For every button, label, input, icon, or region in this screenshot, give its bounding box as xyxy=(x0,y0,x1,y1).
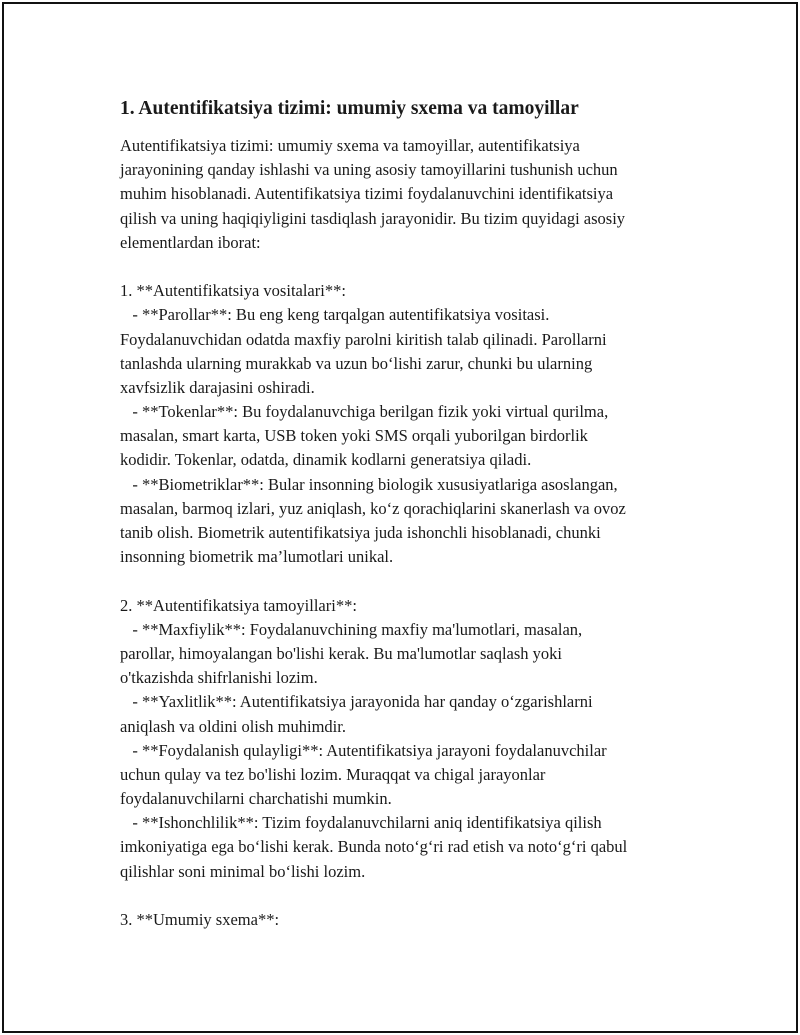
text-line: tanlashda ularning murakkab va uzun bo‘lishi zarur, chunki bu ularning xyxy=(120,353,593,373)
text-line: aniqlash va oldini olish muhimdir. xyxy=(120,716,346,736)
text-line: imkoniyatiga ega bo‘lishi kerak. Bunda noto‘g‘ri rad etish va noto‘g‘ri qabul xyxy=(120,837,628,857)
text-line: qilish va uning haqiqiyligini tasdiqlash jarayonidir. Bu tizim quyidagi asosiy xyxy=(120,208,626,228)
document-body xyxy=(120,96,720,932)
document-title: 1. Autentifikatsiya tizimi: umumiy sxema va tamoyillar xyxy=(120,98,579,119)
blank-line xyxy=(120,884,720,908)
blank-line xyxy=(120,255,720,279)
text-line: masalan, barmoq izlari, yuz aniqlash, ko‘z qorachiqlarini skanerlash va ovoz xyxy=(120,498,626,518)
text-line: qilishlar soni minimal bo‘lishi lozim. xyxy=(120,861,366,881)
text-line: foydalanuvchilarni charchatishi mumkin. xyxy=(120,789,392,809)
text-line: masalan, smart karta, USB token yoki SMS orqali yuborilgan birdorlik xyxy=(120,426,588,446)
text-line: muhim hisoblanadi. Autentifikatsiya tizimi foydalanuvchini identifikatsiya xyxy=(120,184,614,204)
text-line: - **Ishonchlilik**: Tizim foydalanuvchilarni aniq identifikatsiya qilish xyxy=(120,813,602,833)
page-frame xyxy=(2,2,798,1033)
text-line: - **Yaxlitlik**: Autentifikatsiya jarayonida har qanday o‘zgarishlarni xyxy=(120,692,593,712)
text-line: 2. **Autentifikatsiya tamoyillari**: xyxy=(120,595,357,615)
text-line: insonning biometrik ma’lumotlari unikal. xyxy=(120,547,394,567)
text-line: o'tkazishda shifrlanishi lozim. xyxy=(120,668,318,688)
text-line: tanib olish. Biometrik autentifikatsiya juda ishonchli hisoblanadi, chunki xyxy=(120,523,601,542)
text-line: Foydalanuvchidan odatda maxfiy parolni kiritish talab qilinadi. Parollarni xyxy=(120,329,607,349)
text-line: 3. **Umumiy sxema**: xyxy=(120,910,280,929)
blank-line xyxy=(120,569,720,593)
text-line: - **Parollar**: Bu eng keng tarqalgan autentifikatsiya vositasi. xyxy=(120,305,550,325)
text-line: xavfsizlik darajasini oshiradi. xyxy=(120,377,315,397)
text-line: - **Tokenlar**: Bu foydalanuvchiga berilgan fizik yoki virtual qurilma, xyxy=(120,402,609,422)
text-line: 1. **Autentifikatsiya vositalari**: xyxy=(120,281,346,301)
text-line: - **Biometriklar**: Bular insonning biologik xususiyatlariga asoslangan, xyxy=(120,474,618,494)
text-line: uchun qulay va tez bo'lishi lozim. Muraqqat va chigal jarayonlar xyxy=(120,764,546,784)
text-line: - **Foydalanish qulayligi**: Autentifikatsiya jarayoni foydalanuvchilar xyxy=(120,740,607,760)
text-line: Autentifikatsiya tizimi: umumiy sxema va tamoyillar, autentifikatsiya xyxy=(120,136,580,155)
document-text xyxy=(120,134,720,932)
text-line: - **Maxfiylik**: Foydalanuvchining maxfiy ma'lumotlari, masalan, xyxy=(120,619,583,639)
text-line: elementlardan iborat: xyxy=(120,232,261,252)
text-line: parollar, himoyalangan bo'lishi kerak. Bu ma'lumotlar saqlash yoki xyxy=(120,643,562,663)
text-line: kodidir. Tokenlar, odatda, dinamik kodlarni generatsiya qiladi. xyxy=(120,450,532,470)
text-line: jarayonining qanday ishlashi va uning asosiy tamoyillarini tushunish uchun xyxy=(120,160,618,180)
